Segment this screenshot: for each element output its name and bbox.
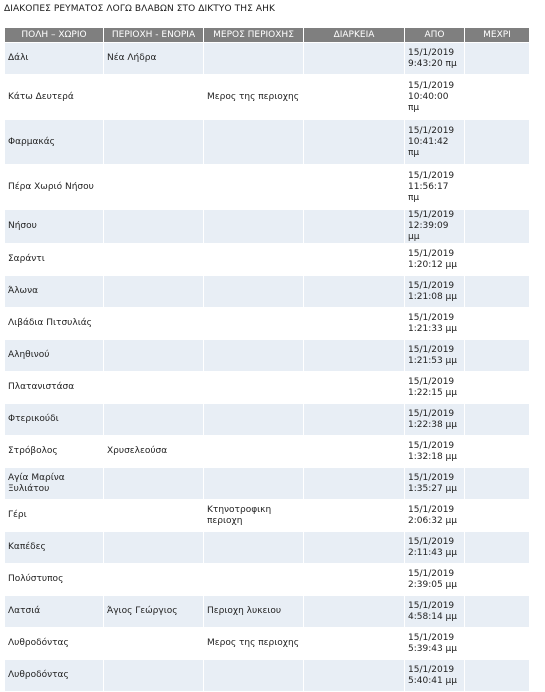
cell-city: Άλωνα [5, 276, 103, 307]
cell-to [465, 372, 529, 403]
cell-city: Φαρμακάς [5, 120, 103, 164]
header-city: ΠΟΛΗ – ΧΩΡΙΟ [5, 28, 103, 42]
table-row [5, 468, 529, 499]
cell-from: 15/1/2019 1:21:08 μμ [405, 276, 464, 307]
table-row [5, 436, 529, 467]
cell-duration [304, 340, 404, 371]
cell-to [465, 244, 529, 275]
cell-from: 15/1/2019 2:06:32 μμ [405, 500, 464, 531]
cell-duration [304, 436, 404, 467]
cell-area [104, 628, 203, 659]
cell-to [465, 120, 529, 164]
cell-from: 15/1/2019 1:21:53 μμ [405, 340, 464, 371]
cell-duration [304, 596, 404, 627]
cell-duration [304, 75, 404, 119]
cell-to [465, 500, 529, 531]
cell-area [104, 210, 203, 243]
outages-table [4, 27, 530, 692]
cell-area [104, 244, 203, 275]
cell-duration [304, 564, 404, 595]
cell-to [465, 340, 529, 371]
cell-area [104, 660, 203, 691]
cell-city: Νήσου [5, 210, 103, 243]
cell-part: Μερος της περιοχης [204, 75, 303, 119]
table-row [5, 120, 529, 164]
cell-part [204, 340, 303, 371]
cell-area [104, 468, 203, 499]
cell-to [465, 532, 529, 563]
cell-duration [304, 43, 404, 74]
table-row [5, 43, 529, 74]
cell-to [465, 165, 529, 209]
cell-area [104, 564, 203, 595]
page-title: ΔΙΑΚΟΠΕΣ ΡΕΥΜΑΤΟΣ ΛΟΓΩ ΒΛΑΒΩΝ ΣΤΟ ΔΙΚΤΥΟ ΤΗΣ ΑΗΚ [4, 4, 275, 14]
cell-city: Λυθροδόντας [5, 660, 103, 691]
cell-from: 15/1/2019 2:11:43 μμ [405, 532, 464, 563]
table-row [5, 75, 529, 119]
cell-part: Περιοχη λυκειου [204, 596, 303, 627]
table-row [5, 340, 529, 371]
header-part: ΜΕΡΟΣ ΠΕΡΙΟΧΗΣ [204, 28, 303, 42]
table-row [5, 596, 529, 627]
cell-from: 15/1/2019 1:32:18 μμ [405, 436, 464, 467]
table-row [5, 308, 529, 339]
cell-duration [304, 628, 404, 659]
cell-duration [304, 660, 404, 691]
table-row [5, 244, 529, 275]
cell-area [104, 372, 203, 403]
cell-to [465, 43, 529, 74]
cell-area [104, 75, 203, 119]
cell-city: Λιβάδια Πιτσυλιάς [5, 308, 103, 339]
cell-area [104, 120, 203, 164]
cell-area [104, 500, 203, 531]
cell-from: 15/1/2019 1:35:27 μμ [405, 468, 464, 499]
cell-from: 15/1/2019 11:56:17 πμ [405, 165, 464, 209]
table-row [5, 372, 529, 403]
cell-city: Αγία Μαρίνα Ξυλιάτου [5, 468, 103, 499]
cell-to [465, 75, 529, 119]
cell-from: 15/1/2019 5:40:41 μμ [405, 660, 464, 691]
cell-from: 15/1/2019 2:39:05 μμ [405, 564, 464, 595]
table-row [5, 564, 529, 595]
cell-city: Σαράντι [5, 244, 103, 275]
cell-city: Λυθροδόντας [5, 628, 103, 659]
cell-area [104, 340, 203, 371]
cell-city: Καπέδες [5, 532, 103, 563]
cell-duration [304, 500, 404, 531]
cell-city: Αληθινού [5, 340, 103, 371]
cell-from: 15/1/2019 9:43:20 πμ [405, 43, 464, 74]
header-to: ΜΕΧΡΙ [465, 28, 529, 42]
table-row [5, 532, 529, 563]
cell-from: 15/1/2019 1:22:15 μμ [405, 372, 464, 403]
cell-part [204, 468, 303, 499]
cell-to [465, 596, 529, 627]
table-row [5, 660, 529, 691]
table-row [5, 165, 529, 209]
cell-part: Μερος της περιοχης [204, 628, 303, 659]
cell-from: 15/1/2019 5:39:43 μμ [405, 628, 464, 659]
cell-city: Πλατανιστάσα [5, 372, 103, 403]
cell-to [465, 276, 529, 307]
cell-part [204, 532, 303, 563]
cell-city: Στρόβολος [5, 436, 103, 467]
cell-to [465, 404, 529, 435]
cell-area [104, 165, 203, 209]
cell-from: 15/1/2019 4:58:14 μμ [405, 596, 464, 627]
cell-area: Άγιος Γεώργιος [104, 596, 203, 627]
cell-from: 15/1/2019 1:21:33 μμ [405, 308, 464, 339]
cell-from: 15/1/2019 10:41:42 πμ [405, 120, 464, 164]
cell-city: Γέρι [5, 500, 103, 531]
cell-duration [304, 404, 404, 435]
table-row [5, 276, 529, 307]
cell-city: Δάλι [5, 43, 103, 74]
cell-from: 15/1/2019 1:20:12 μμ [405, 244, 464, 275]
cell-from: 15/1/2019 1:22:38 μμ [405, 404, 464, 435]
cell-to [465, 468, 529, 499]
cell-city: Πολύστυπος [5, 564, 103, 595]
cell-part: Κτηνοτροφικη περιοχη [204, 500, 303, 531]
cell-duration [304, 276, 404, 307]
table-header-row [5, 28, 529, 42]
cell-duration [304, 244, 404, 275]
cell-area [104, 276, 203, 307]
cell-part [204, 308, 303, 339]
header-area: ΠΕΡΙΟΧΗ - ΕΝΟΡΙΑ [104, 28, 203, 42]
table-row [5, 210, 529, 243]
cell-area [104, 404, 203, 435]
cell-duration [304, 210, 404, 243]
cell-duration [304, 308, 404, 339]
table-row [5, 628, 529, 659]
cell-city: Φτερικούδι [5, 404, 103, 435]
cell-part [204, 244, 303, 275]
header-duration: ΔΙΑΡΚΕΙΑ [304, 28, 404, 42]
cell-part [204, 404, 303, 435]
cell-part [204, 436, 303, 467]
cell-area [104, 308, 203, 339]
table-row [5, 500, 529, 531]
cell-area [104, 532, 203, 563]
cell-duration [304, 120, 404, 164]
cell-city: Λατσιά [5, 596, 103, 627]
cell-duration [304, 468, 404, 499]
cell-to [465, 210, 529, 243]
cell-from: 15/1/2019 10:40:00 πμ [405, 75, 464, 119]
cell-duration [304, 165, 404, 209]
cell-area: Χρυσελεούσα [104, 436, 203, 467]
cell-part [204, 210, 303, 243]
cell-area: Νέα Λήδρα [104, 43, 203, 74]
cell-to [465, 660, 529, 691]
cell-city: Πέρα Χωριό Νήσου [5, 165, 103, 209]
cell-duration [304, 372, 404, 403]
cell-duration [304, 532, 404, 563]
cell-part [204, 165, 303, 209]
cell-city: Κάτω Δευτερά [5, 75, 103, 119]
cell-part [204, 564, 303, 595]
cell-part [204, 660, 303, 691]
cell-to [465, 628, 529, 659]
cell-to [465, 436, 529, 467]
cell-to [465, 308, 529, 339]
header-from: ΑΠΟ [405, 28, 464, 42]
cell-part [204, 276, 303, 307]
cell-part [204, 120, 303, 164]
cell-part [204, 43, 303, 74]
table-row [5, 404, 529, 435]
cell-part [204, 372, 303, 403]
cell-from: 15/1/2019 12:39:09 μμ [405, 210, 464, 243]
cell-to [465, 564, 529, 595]
